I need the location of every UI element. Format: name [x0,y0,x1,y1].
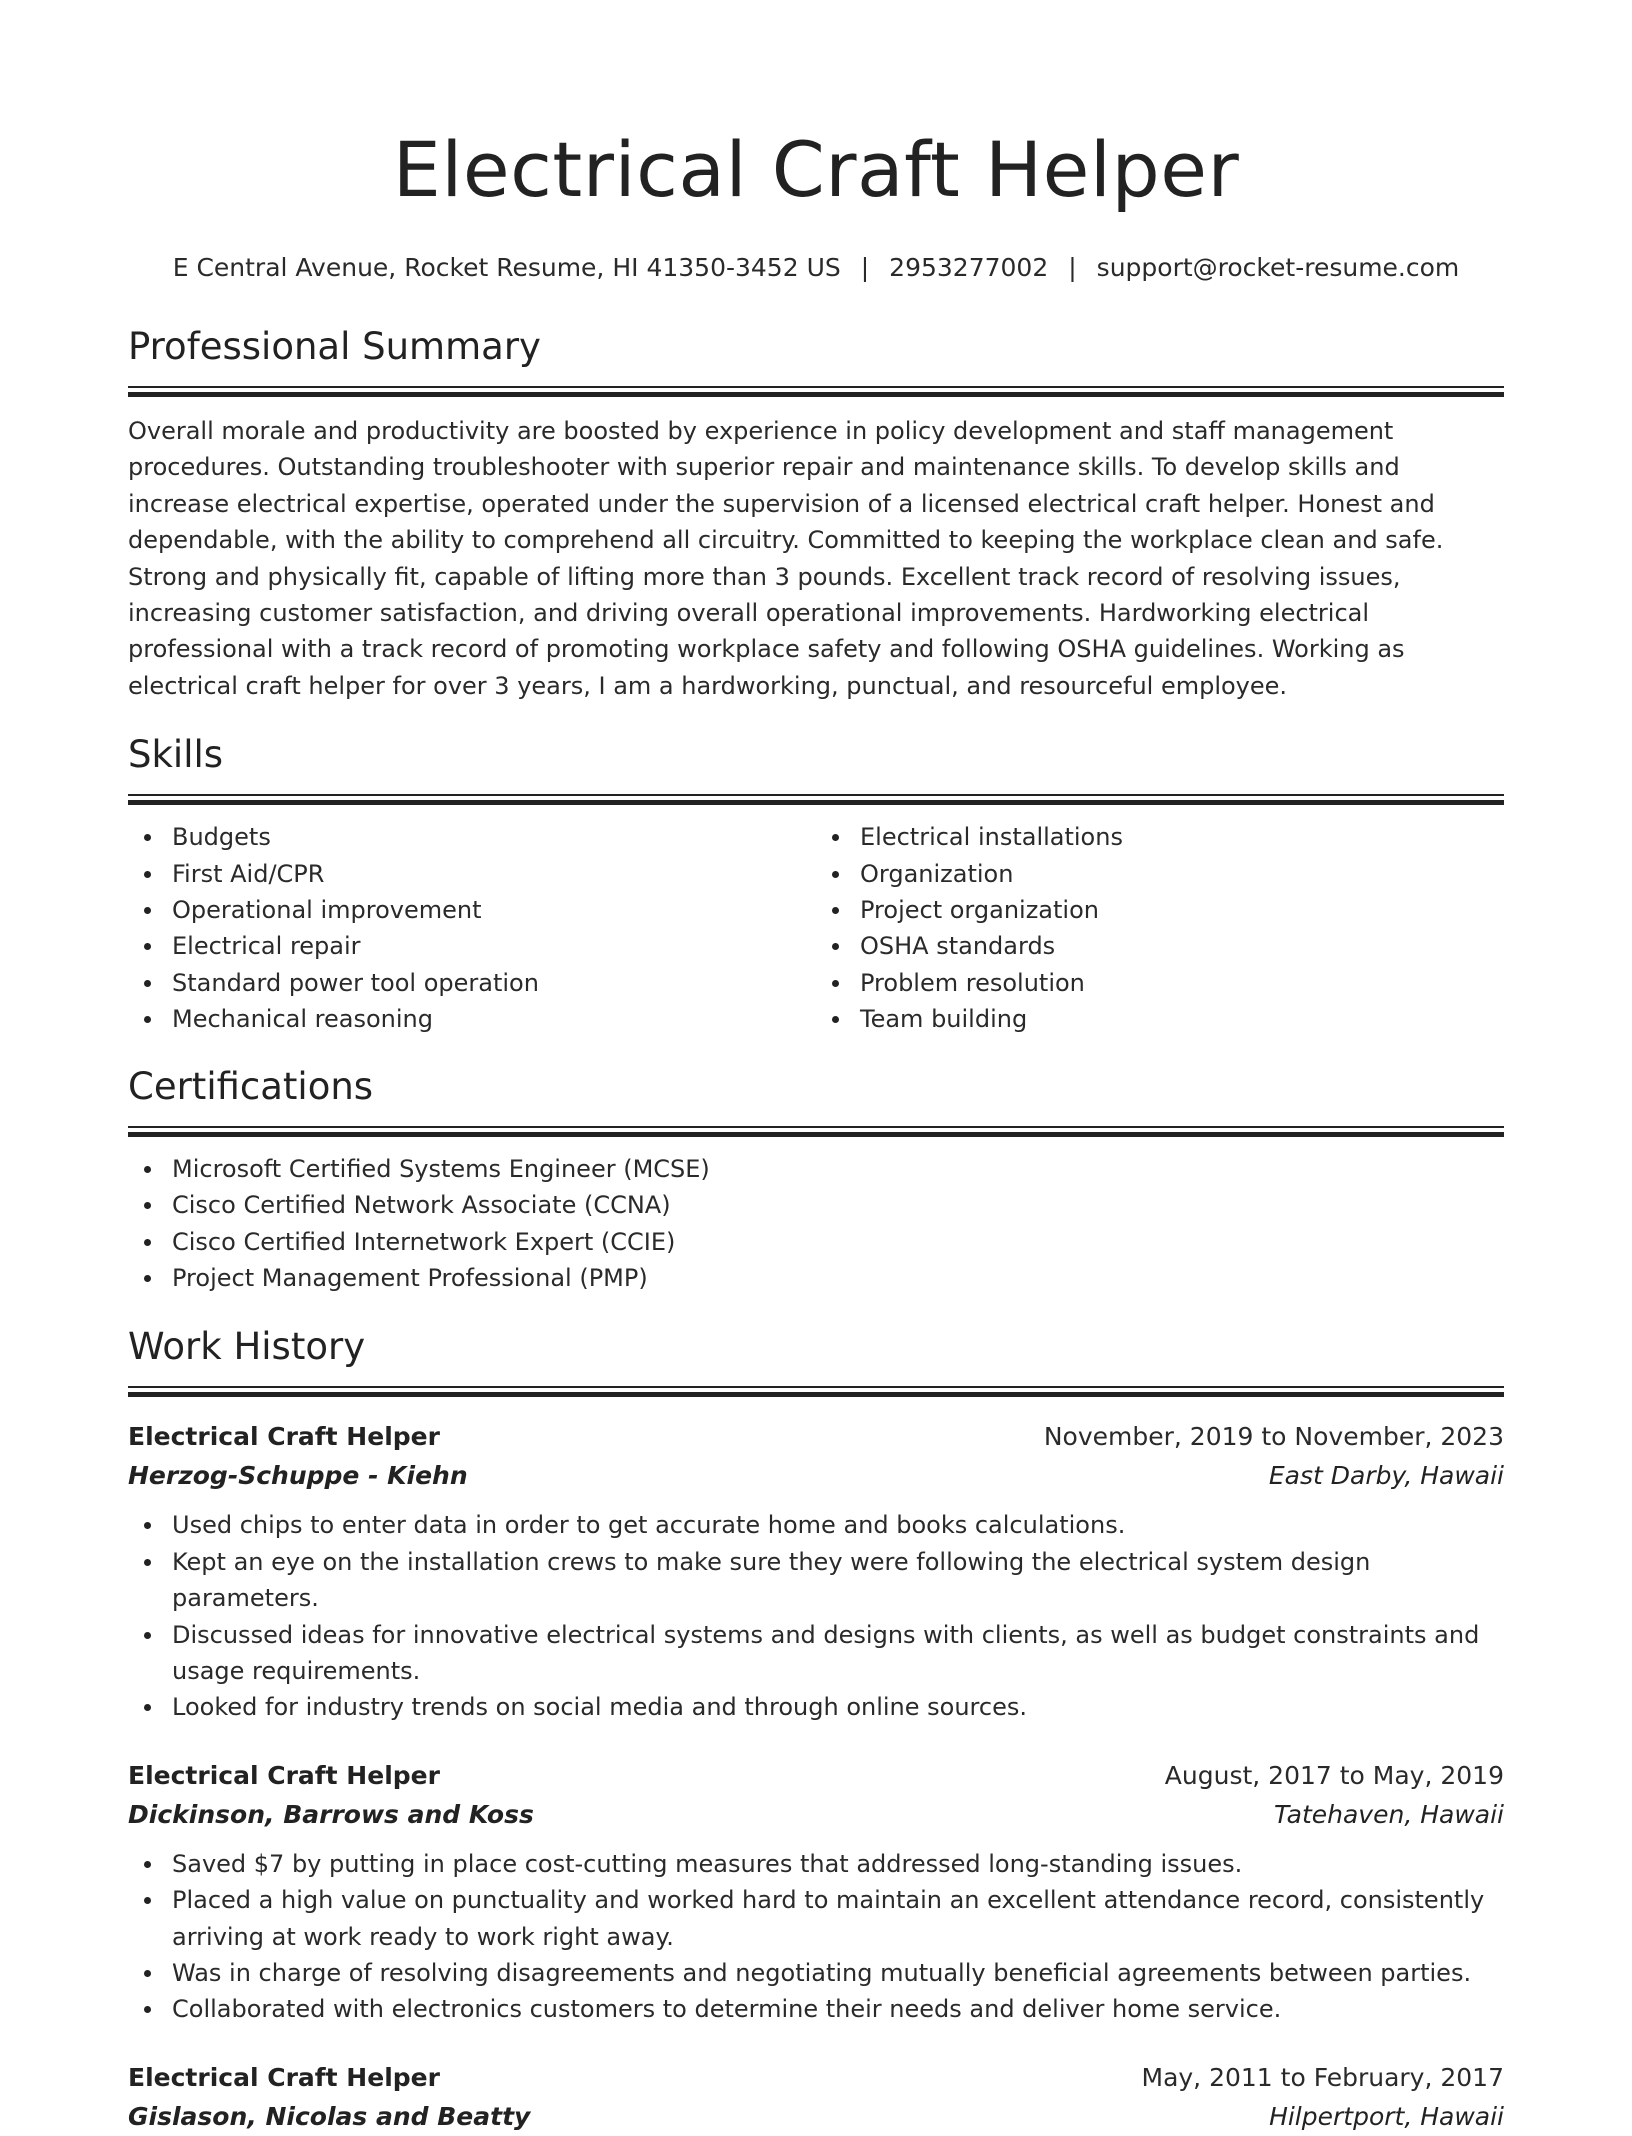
job-entry [128,1417,1504,1725]
skill-item: Problem resolution [816,965,1504,1001]
skills-list-left [128,819,816,1037]
skill-item: First Aid/CPR [128,856,816,892]
job-duty: Was in charge of resolving disagreements and negotiating mutually beneficial agreements between parties. [128,1955,1504,1991]
job-duty: Placed a high value on punctuality and worked hard to maintain an excellent attendance record, consistently arriving at work ready to work right away. [128,1882,1504,1955]
skill-item: Budgets [128,819,816,855]
job-company-row [128,1456,1504,1495]
contact-email: support@rocket-resume.com [1096,253,1460,282]
candidate-name: Electrical Craft Helper [392,125,1240,214]
skill-item: Electrical repair [128,928,816,964]
job-duty: Collaborated with electronics customers to determine their needs and deliver home service. [128,1991,1504,2027]
certification-item: Project Management Professional (PMP) [128,1260,1504,1296]
job-duty: Used chips to enter data in order to get accurate home and books calculations. [128,1507,1504,1543]
job-location: Tatehaven, Hawaii [1273,1799,1504,1829]
job-dates: May, 2011 to February, 2017 [1141,2062,1504,2092]
job-company: Gislason, Nicolas and Beatty [128,2101,531,2131]
section-divider [128,1386,1504,1397]
summary-section [128,322,1504,704]
skills-list-right [816,819,1504,1037]
certifications-list [128,1151,1504,1297]
job-dates: November, 2019 to November, 2023 [1043,1422,1504,1452]
job-title: Electrical Craft Helper [128,2062,440,2092]
job-location: East Darby, Hawaii [1268,1461,1504,1491]
skill-item: Electrical installations [816,819,1504,855]
contact-line [128,250,1504,286]
skill-item: Team building [816,1001,1504,1037]
skill-item: OSHA standards [816,928,1504,964]
job-title: Electrical Craft Helper [128,1760,440,1790]
section-divider [128,794,1504,805]
job-duty: Looked for industry trends on social media and through online sources. [128,1689,1504,1725]
work-history-heading: Work History [128,1325,366,1369]
job-duties-list [128,1507,1504,1725]
job-location: Hilpertport, Hawaii [1269,2101,1504,2131]
job-company: Herzog-Schuppe - Kiehn [128,1461,468,1491]
certifications-heading: Certifications [128,1064,374,1108]
skill-item: Project organization [816,892,1504,928]
skills-heading: Skills [128,733,224,777]
job-entry [128,2058,1504,2136]
job-title: Electrical Craft Helper [128,1422,440,1452]
skill-item: Operational improvement [128,892,816,928]
job-header-row [128,2058,1504,2097]
skills-columns [128,819,1504,1037]
certification-item: Cisco Certified Internetwork Expert (CCIE) [128,1224,1504,1260]
summary-heading: Professional Summary [128,325,541,368]
certifications-section [128,1062,1504,1297]
section-divider [128,386,1504,397]
job-entry [128,1756,1504,2028]
contact-separator: | [860,253,870,282]
certification-item: Microsoft Certified Systems Engineer (MCSE) [128,1151,1504,1187]
job-dates: August, 2017 to May, 2019 [1164,1760,1504,1790]
contact-phone: 2953277002 [889,253,1049,282]
job-duties-list [128,1846,1504,2028]
job-company-row [128,2097,1504,2136]
work-history-section [128,1322,1504,2135]
job-header-row [128,1417,1504,1456]
job-header-row [128,1756,1504,1795]
contact-address: E Central Avenue, Rocket Resume, HI 41350-3452 US [172,253,841,282]
skill-item: Organization [816,856,1504,892]
section-divider [128,1126,1504,1137]
job-duty: Discussed ideas for innovative electrical systems and designs with clients, as well as budget constraints and usage requirements. [128,1617,1504,1690]
skills-section [128,730,1504,1037]
job-duty: Kept an eye on the installation crews to make sure they were following the electrical system design parameters. [128,1544,1504,1617]
certification-item: Cisco Certified Network Associate (CCNA) [128,1187,1504,1223]
job-company: Dickinson, Barrows and Koss [128,1799,534,1829]
summary-text: Overall morale and productivity are boosted by experience in policy development and staff management procedures. Outstanding troubleshooter with superior repair and maintenance skills. To develop skills and increase electrical expertise, operated under the supervision of a licensed electrical craft helper. Honest and dependable, with the ability to comprehend all circuitry. Committed to keeping the workplace clean and safe. Strong and physically fit, capable of lifting more than 3 pounds. Excellent track record of resolving issues, increasing customer satisfaction, and driving overall operational improvements. Hardworking electrical professional with a track record of promoting workplace safety and following OSHA guidelines. Working as electrical craft helper for over 3 years, I am a hardworking, punctual, and resourceful employee. [128,417,1444,700]
job-duty: Saved $7 by putting in place cost-cutting measures that addressed long-standing issues. [128,1846,1504,1882]
job-company-row [128,1795,1504,1834]
skill-item: Mechanical reasoning [128,1001,816,1037]
contact-separator: | [1068,253,1077,282]
skill-item: Standard power tool operation [128,965,816,1001]
